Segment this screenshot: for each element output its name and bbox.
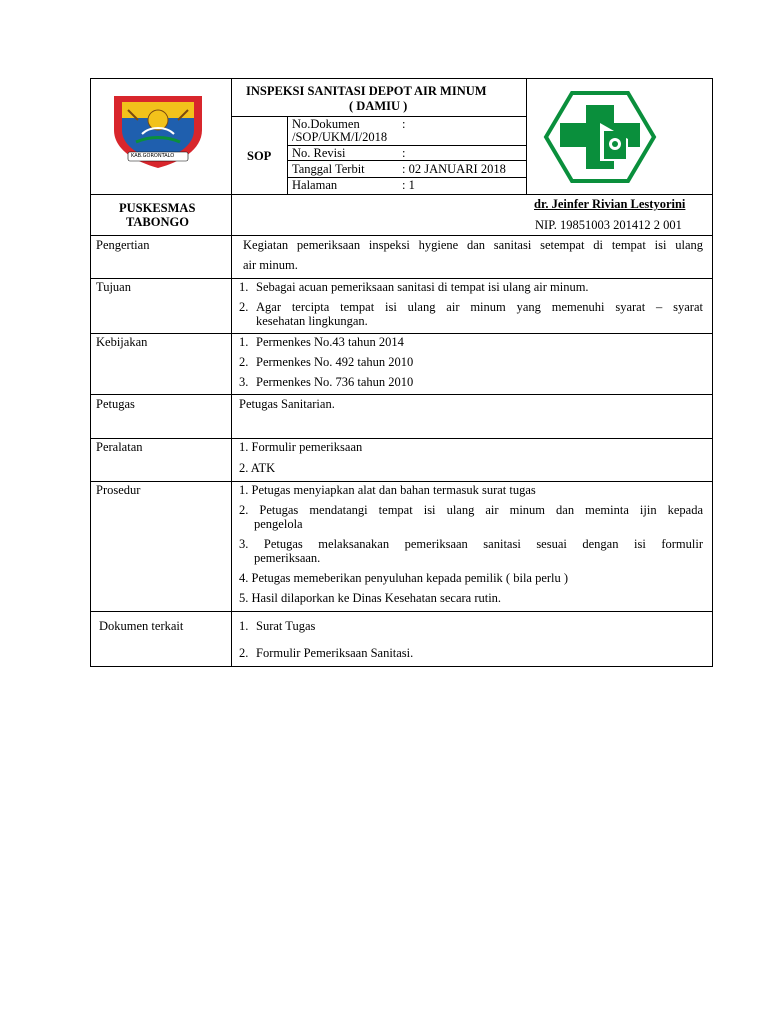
petugas-value: Petugas Sanitarian. — [239, 397, 335, 411]
label-pengertian: Pengertian — [96, 238, 150, 252]
page-value: : 1 — [402, 178, 415, 192]
label-dokumen-terkait: Dokumen terkait — [99, 619, 184, 633]
title-underline — [231, 116, 527, 117]
peralatan-item2: 2. ATK — [239, 461, 276, 475]
pengertian-line2: air minum. — [243, 258, 298, 272]
table-border-top — [90, 78, 713, 79]
kebijakan-item1: Permenkes No.43 tahun 2014 — [256, 335, 404, 349]
dokumen-item1: Surat Tugas — [256, 619, 316, 633]
prosedur-item3-line2: pemeriksaan. — [254, 551, 321, 565]
emblem-ribbon-text: KAB.GORONTALO — [131, 153, 175, 159]
label-kebijakan: Kebijakan — [96, 335, 148, 349]
prosedur-item2-line1: 2. Petugas mendatangi tempat isi ulang air minum dan meminta ijin kepada — [239, 503, 703, 517]
doc-number-label: No.Dokumen — [292, 117, 360, 131]
header-band-sep — [90, 194, 713, 195]
signer-name: dr. Jeinfer Rivian Lestyorini — [534, 197, 686, 211]
pengertian-line1: Kegiatan pemeriksaan inspeksi hygiene dan sanitasi setempat di tempat isi ulang — [243, 238, 703, 252]
peralatan-item1: 1. Formulir pemeriksaan — [239, 440, 363, 454]
kebijakan-item2: Permenkes No. 492 tahun 2010 — [256, 355, 414, 369]
header-end — [90, 235, 713, 236]
puskesmas-logo — [542, 89, 658, 185]
prosedur-item1: 1. Petugas menyiapkan alat dan bahan termasuk surat tugas — [239, 483, 536, 497]
tujuan-item1-number: 1. — [239, 280, 249, 294]
kebijakan-item3-number: 3. — [239, 375, 249, 389]
row-sep-peralatan — [90, 438, 713, 439]
row-sep-dokumen — [90, 611, 713, 612]
doc-row-sep-2 — [287, 160, 527, 161]
row-sep-petugas — [90, 394, 713, 395]
header-divider-sop — [287, 116, 288, 194]
dokumen-item2: Formulir Pemeriksaan Sanitasi. — [256, 646, 414, 660]
label-tujuan: Tujuan — [96, 280, 131, 294]
table-border-bottom — [90, 666, 713, 667]
revision-label: No. Revisi — [292, 146, 346, 160]
tujuan-item2-line1: Agar tercipta tempat isi ulang air minum yang memenuhi syarat – syarat — [256, 300, 703, 314]
label-prosedur: Prosedur — [96, 483, 141, 497]
label-petugas: Petugas — [96, 397, 135, 411]
label-peralatan: Peralatan — [96, 440, 143, 454]
tujuan-item2-number: 2. — [239, 300, 249, 314]
signer-nip: NIP. 19851003 201412 2 001 — [535, 218, 682, 232]
prosedur-item2-line2: pengelola — [254, 517, 303, 531]
puskesmas-name-line2: TABONGO — [126, 215, 189, 229]
sop-label: SOP — [247, 149, 272, 163]
row-sep-prosedur — [90, 481, 713, 482]
row-sep-kebijakan — [90, 333, 713, 334]
document-title-line1: INSPEKSI SANITASI DEPOT AIR MINUM — [246, 84, 487, 98]
doc-number-value: /SOP/UKM/I/2018 — [292, 130, 388, 144]
table-border-left — [90, 78, 91, 667]
prosedur-item4: 4. Petugas memeberikan penyuluhan kepada pemilik ( bila perlu ) — [239, 571, 569, 585]
kebijakan-item2-number: 2. — [239, 355, 249, 369]
kebijakan-item1-number: 1. — [239, 335, 249, 349]
puskesmas-name-line1: PUSKESMAS — [119, 201, 196, 215]
prosedur-item5: 5. Hasil dilaporkan ke Dinas Kesehatan secara rutin. — [239, 591, 502, 605]
doc-number-colon: : — [402, 117, 406, 131]
document-title-line2: ( DAMIU ) — [349, 99, 408, 113]
tujuan-item1: Sebagai acuan pemeriksaan sanitasi di tempat isi ulang air minum. — [256, 280, 589, 294]
table-border-right — [712, 78, 713, 667]
prosedur-item3-line1: 3. Petugas melaksanakan pemeriksaan sanitasi sesuai dengan isi formulir — [239, 537, 703, 551]
row-sep-tujuan — [90, 278, 713, 279]
header-divider-1 — [231, 78, 232, 235]
tujuan-item2-line2: kesehatan lingkungan. — [256, 314, 368, 328]
revision-colon: : — [402, 146, 406, 160]
dokumen-item1-number: 1. — [239, 619, 249, 633]
issue-date-value: : 02 JANUARI 2018 — [402, 162, 506, 176]
page-label: Halaman — [292, 178, 338, 192]
issue-date-label: Tanggal Terbit — [292, 162, 365, 176]
dokumen-item2-number: 2. — [239, 646, 249, 660]
kebijakan-item3: Permenkes No. 736 tahun 2010 — [256, 375, 414, 389]
body-divider — [231, 235, 232, 667]
